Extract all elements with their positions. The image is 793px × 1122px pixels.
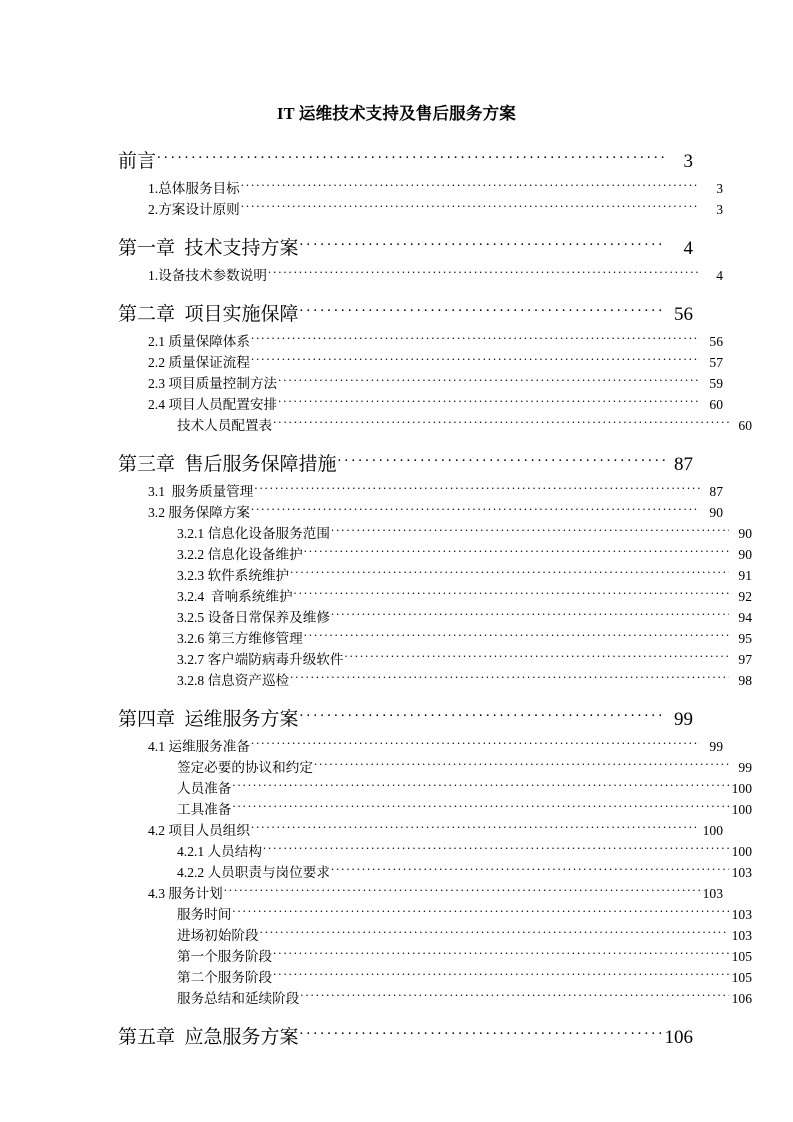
toc-entry-label: 4.2.2 人员职责与岗位要求	[177, 865, 330, 880]
toc-entry[interactable]	[148, 265, 723, 286]
toc-entry-label: 3.2.8 信息资产巡检	[177, 673, 290, 688]
toc-entry-label: 第四章 运维服务方案	[118, 709, 299, 730]
toc-entry[interactable]	[118, 443, 693, 481]
toc-entry-label: 1.总体服务目标	[148, 181, 240, 196]
toc-dot-leader	[241, 200, 700, 214]
toc-entry-label: 3.2 服务保障方案	[148, 505, 250, 520]
toc-dot-leader	[278, 374, 700, 388]
toc-entry[interactable]	[148, 820, 723, 841]
toc-entry-label: 2.4 项目人员配置安排	[148, 397, 278, 412]
toc-entry-page-number: 100	[731, 802, 752, 817]
toc-entry[interactable]	[148, 736, 723, 757]
toc-entry-label: 3.2.3 软件系统维护	[177, 568, 290, 583]
toc-entry-page-number: 98	[738, 673, 752, 688]
toc-dot-leader	[273, 416, 729, 430]
toc-entry[interactable]	[148, 373, 723, 394]
toc-entry-label: 3.2.1 信息化设备服务范围	[177, 526, 330, 541]
toc-entry-page-number: 56	[674, 304, 693, 325]
toc-dot-leader	[251, 737, 700, 751]
toc-dot-leader	[345, 650, 729, 664]
toc-entry-page-number: 87	[709, 484, 723, 499]
toc-entry[interactable]	[118, 698, 693, 736]
toc-entry[interactable]	[148, 502, 723, 523]
toc-entry[interactable]	[177, 988, 752, 1009]
toc-entry-label: 3.2.5 设备日常保养及维修	[177, 610, 330, 625]
toc-entry-label: 第三章 售后服务保障措施	[118, 454, 337, 475]
toc-entry[interactable]	[148, 352, 723, 373]
toc-entry[interactable]	[177, 649, 752, 670]
toc-dot-leader	[232, 779, 729, 793]
toc-entry[interactable]	[148, 394, 723, 415]
toc-entry-page-number: 60	[738, 418, 752, 433]
toc-entry-label: 服务总结和延续阶段	[177, 991, 300, 1006]
toc-entry[interactable]	[148, 481, 723, 502]
toc-entry-label: 2.方案设计原则	[148, 202, 240, 217]
toc-entry[interactable]	[177, 415, 752, 436]
toc-entry[interactable]	[177, 778, 752, 799]
toc-entry-label: 工具准备	[177, 802, 232, 817]
toc-entry[interactable]	[177, 757, 752, 778]
toc-dot-leader	[251, 503, 700, 517]
toc-entry-page-number: 59	[709, 376, 723, 391]
toc-dot-leader	[300, 706, 666, 725]
toc-entry[interactable]	[148, 331, 723, 352]
toc-dot-leader	[331, 863, 729, 877]
toc-dot-leader	[300, 235, 666, 254]
toc-entry-label: 2.3 项目质量控制方法	[148, 376, 278, 391]
toc-entry-label: 第一章 技术支持方案	[118, 238, 299, 259]
toc-entry-page-number: 103	[731, 928, 752, 943]
toc-entry[interactable]	[118, 140, 693, 178]
toc-entry-page-number: 87	[674, 454, 693, 475]
toc-entry-label: 第二章 项目实施保障	[118, 304, 299, 325]
toc-entry-label: 2.1 质量保障体系	[148, 334, 250, 349]
toc-entry-label: 4.2 项目人员组织	[148, 823, 250, 838]
toc-entry-label: 4.1 运维服务准备	[148, 739, 250, 754]
toc-dot-leader	[300, 989, 729, 1003]
toc-entry[interactable]	[177, 862, 752, 883]
toc-entry-label: 服务时间	[177, 907, 232, 922]
toc-entry[interactable]	[177, 607, 752, 628]
toc-dot-leader	[290, 566, 729, 580]
toc-dot-leader	[300, 301, 666, 320]
toc-entry[interactable]	[177, 925, 752, 946]
toc-dot-leader	[331, 524, 729, 538]
toc-entry-label: 第一个服务阶段	[177, 949, 273, 964]
toc-dot-leader	[260, 926, 729, 940]
toc-entry-page-number: 106	[731, 991, 752, 1006]
toc-entry-page-number: 100	[731, 781, 752, 796]
table-of-contents	[109, 140, 752, 1054]
toc-entry[interactable]	[177, 670, 752, 691]
page-title: IT 运维技术支持及售后服务方案	[277, 104, 516, 123]
toc-entry-page-number: 91	[738, 568, 752, 583]
toc-entry-label: 前言	[118, 151, 157, 172]
toc-entry[interactable]	[118, 293, 693, 331]
toc-entry[interactable]	[118, 227, 693, 265]
toc-dot-leader	[263, 842, 729, 856]
toc-entry[interactable]	[148, 199, 723, 220]
toc-dot-leader	[304, 629, 729, 643]
toc-entry-label: 3.2.2 信息化设备维护	[177, 547, 303, 562]
toc-entry-page-number: 100	[702, 823, 723, 838]
toc-entry-label: 签定必要的协议和约定	[177, 760, 313, 775]
toc-entry-label: 进场初始阶段	[177, 928, 259, 943]
toc-entry-label: 技术人员配置表	[177, 418, 273, 433]
toc-entry-page-number: 92	[738, 589, 752, 604]
toc-entry[interactable]	[177, 628, 752, 649]
toc-entry[interactable]	[177, 523, 752, 544]
toc-entry-page-number: 90	[709, 505, 723, 520]
toc-entry[interactable]	[148, 178, 723, 199]
toc-entry-page-number: 94	[738, 610, 752, 625]
toc-entry[interactable]	[177, 544, 752, 565]
toc-entry-page-number: 99	[709, 739, 723, 754]
toc-entry-page-number: 90	[738, 547, 752, 562]
toc-entry-label: 2.2 质量保证流程	[148, 355, 250, 370]
toc-dot-leader	[232, 800, 729, 814]
toc-entry[interactable]	[148, 883, 723, 904]
toc-entry-label: 1.设备技术参数说明	[148, 268, 267, 283]
toc-entry-page-number: 106	[664, 1027, 693, 1048]
toc-dot-leader	[338, 451, 666, 470]
toc-entry[interactable]	[177, 904, 752, 925]
toc-entry-page-number: 99	[738, 760, 752, 775]
toc-entry-page-number: 95	[738, 631, 752, 646]
toc-dot-leader	[157, 148, 666, 167]
toc-entry[interactable]	[177, 565, 752, 586]
toc-dot-leader	[300, 1024, 664, 1043]
toc-entry-page-number: 3	[683, 151, 693, 172]
toc-dot-leader	[290, 671, 729, 685]
toc-entry-page-number: 3	[716, 181, 723, 196]
toc-entry-page-number: 105	[731, 949, 752, 964]
toc-entry-label: 4.3 服务计划	[148, 886, 223, 901]
toc-entry-label: 3.2.4 音响系统维护	[177, 589, 293, 604]
toc-entry-page-number: 57	[709, 355, 723, 370]
toc-entry-page-number: 103	[702, 886, 723, 901]
toc-entry-page-number: 56	[709, 334, 723, 349]
toc-entry[interactable]	[177, 946, 752, 967]
toc-entry-label: 3.2.6 第三方维修管理	[177, 631, 303, 646]
toc-entry-page-number: 4	[683, 238, 693, 259]
toc-entry[interactable]	[177, 586, 752, 607]
toc-entry[interactable]	[177, 967, 752, 988]
toc-entry-page-number: 99	[674, 709, 693, 730]
toc-dot-leader	[268, 266, 700, 280]
toc-dot-leader	[278, 395, 700, 409]
toc-entry-label: 第二个服务阶段	[177, 970, 273, 985]
toc-entry-label: 人员准备	[177, 781, 232, 796]
toc-dot-leader	[273, 947, 729, 961]
toc-entry-label: 4.2.1 人员结构	[177, 844, 262, 859]
toc-entry-page-number: 103	[731, 907, 752, 922]
toc-dot-leader	[314, 758, 729, 772]
toc-dot-leader	[273, 968, 729, 982]
toc-entry-label: 3.1 服务质量管理	[148, 484, 254, 499]
toc-dot-leader	[251, 353, 700, 367]
toc-entry[interactable]	[118, 1016, 693, 1054]
toc-entry-label: 第五章 应急服务方案	[118, 1027, 299, 1048]
toc-dot-leader	[331, 608, 729, 622]
toc-entry[interactable]	[177, 841, 752, 862]
toc-entry-page-number: 105	[731, 970, 752, 985]
toc-entry-page-number: 4	[716, 268, 723, 283]
toc-entry-page-number: 97	[738, 652, 752, 667]
toc-dot-leader	[251, 821, 700, 835]
toc-dot-leader	[251, 332, 700, 346]
toc-dot-leader	[294, 587, 729, 601]
toc-entry[interactable]	[177, 799, 752, 820]
toc-dot-leader	[232, 905, 729, 919]
toc-entry-page-number: 3	[716, 202, 723, 217]
toc-dot-leader	[224, 884, 700, 898]
toc-dot-leader	[254, 482, 700, 496]
toc-entry-page-number: 60	[709, 397, 723, 412]
toc-entry-label: 3.2.7 客户端防病毒升级软件	[177, 652, 344, 667]
toc-entry-page-number: 100	[731, 844, 752, 859]
toc-entry-page-number: 103	[731, 865, 752, 880]
toc-dot-leader	[304, 545, 729, 559]
toc-entry-page-number: 90	[738, 526, 752, 541]
toc-dot-leader	[241, 179, 700, 193]
